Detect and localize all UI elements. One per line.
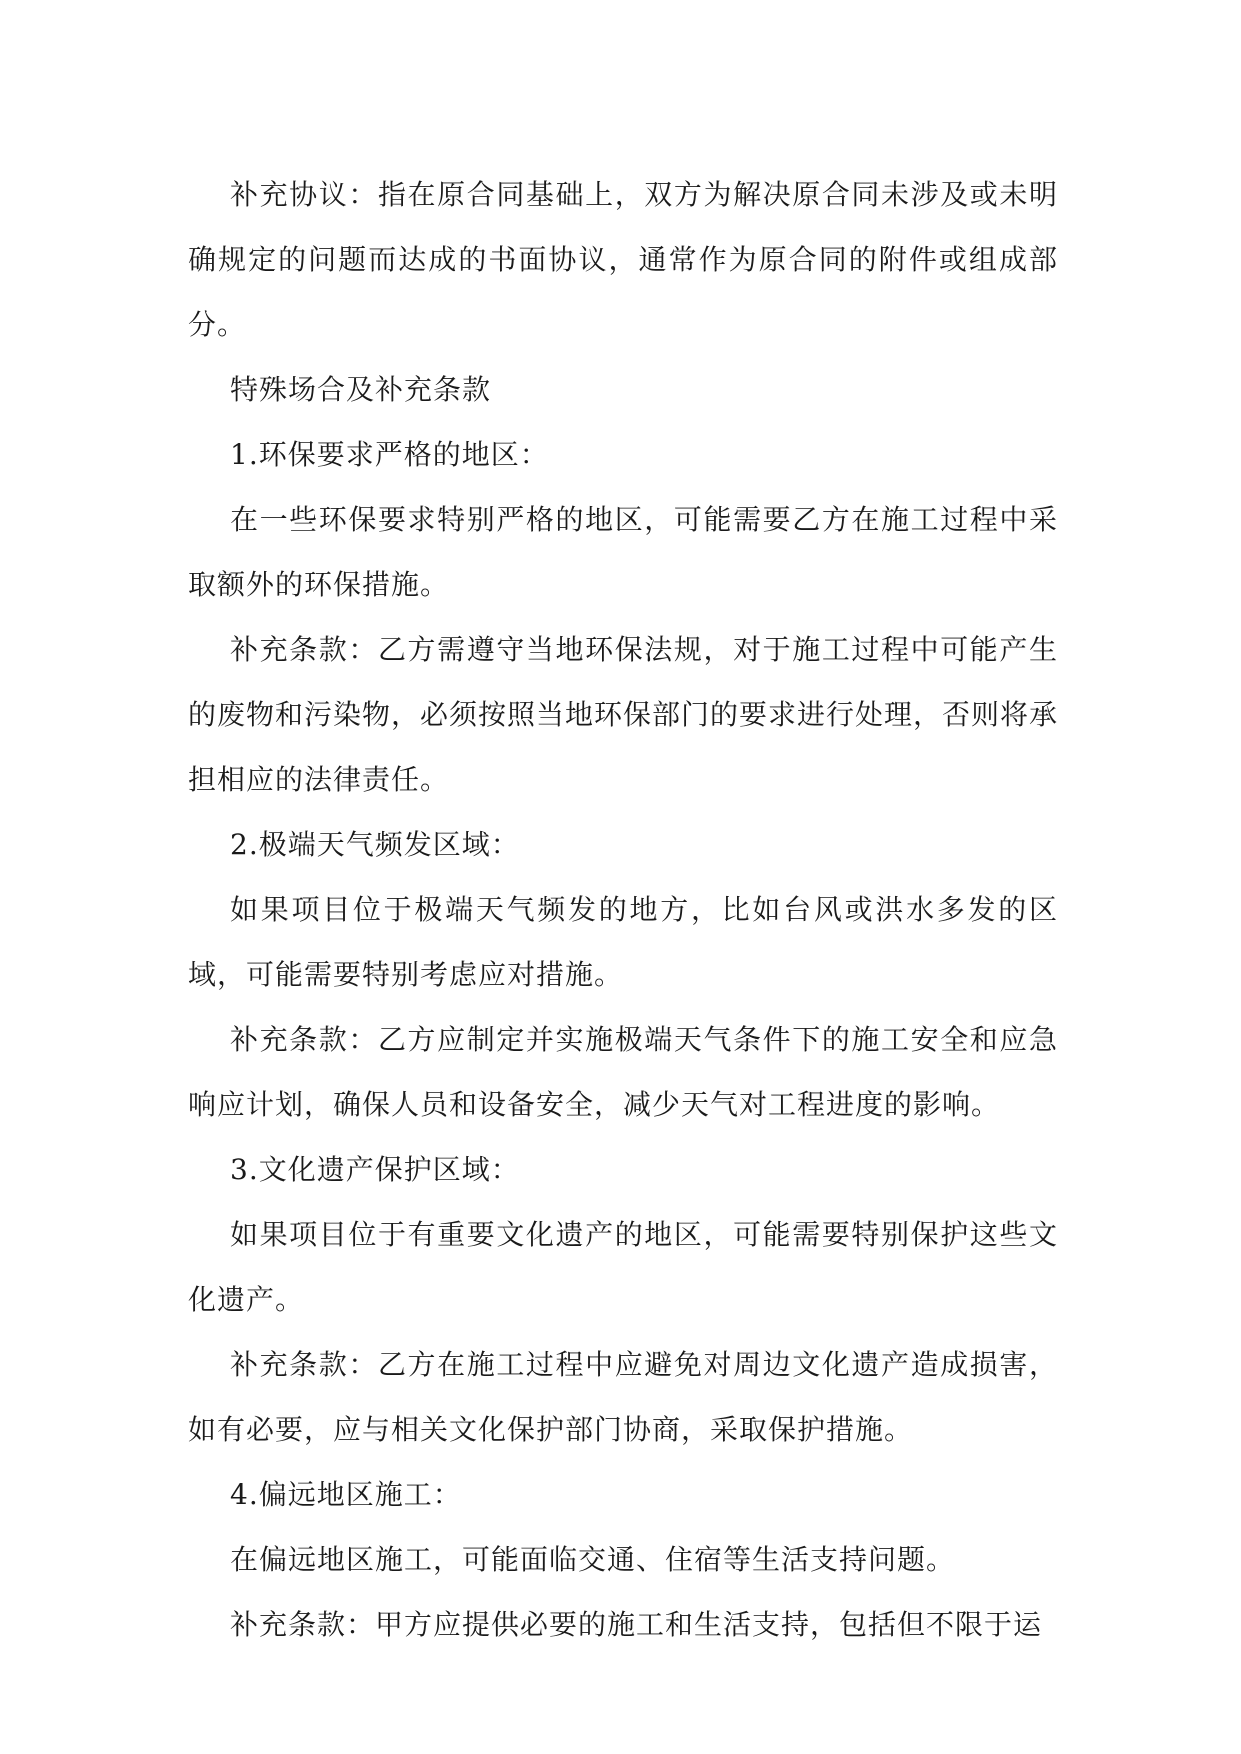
paragraph-remote-area-description: 在偏远地区施工，可能面临交通、住宿等生活支持问题。 xyxy=(230,1543,956,1576)
paragraph-supplementary-agreement-definition: 补充协议：指在原合同基础上，双方为解决原合同未涉及或未明确规定的问题而达成的书面协议，通常作为原合同的附件或组成部分。 xyxy=(188,178,1058,341)
item-heading-cultural-heritage: 3.文化遗产保护区域： xyxy=(230,1153,520,1186)
item-heading-environmental: 1.环保要求严格的地区： xyxy=(230,438,549,471)
paragraph-environmental-description: 在一些环保要求特别严格的地区，可能需要乙方在施工过程中采取额外的环保措施。 xyxy=(188,503,1058,601)
document-body xyxy=(188,162,1058,1657)
paragraph-cultural-heritage-clause: 补充条款：乙方在施工过程中应避免对周边文化遗产造成损害，如有必要，应与相关文化保护部门协商，采取保护措施。 xyxy=(188,1348,1058,1446)
paragraph-extreme-weather-clause: 补充条款：乙方应制定并实施极端天气条件下的施工安全和应急响应计划，确保人员和设备安全，减少天气对工程进度的影响。 xyxy=(188,1023,1058,1121)
item-heading-extreme-weather: 2.极端天气频发区域： xyxy=(230,828,520,861)
paragraph-remote-area-clause: 补充条款：甲方应提供必要的施工和生活支持，包括但不限于运 xyxy=(230,1608,1043,1641)
section-heading-special-cases: 特殊场合及补充条款 xyxy=(230,373,492,406)
item-heading-remote-area: 4.偏远地区施工： xyxy=(230,1478,462,1511)
paragraph-extreme-weather-description: 如果项目位于极端天气频发的地方，比如台风或洪水多发的区域，可能需要特别考虑应对措施。 xyxy=(188,893,1058,991)
paragraph-cultural-heritage-description: 如果项目位于有重要文化遗产的地区，可能需要特别保护这些文化遗产。 xyxy=(188,1218,1058,1316)
paragraph-environmental-clause: 补充条款：乙方需遵守当地环保法规，对于施工过程中可能产生的废物和污染物，必须按照当地环保部门的要求进行处理，否则将承担相应的法律责任。 xyxy=(188,633,1059,796)
